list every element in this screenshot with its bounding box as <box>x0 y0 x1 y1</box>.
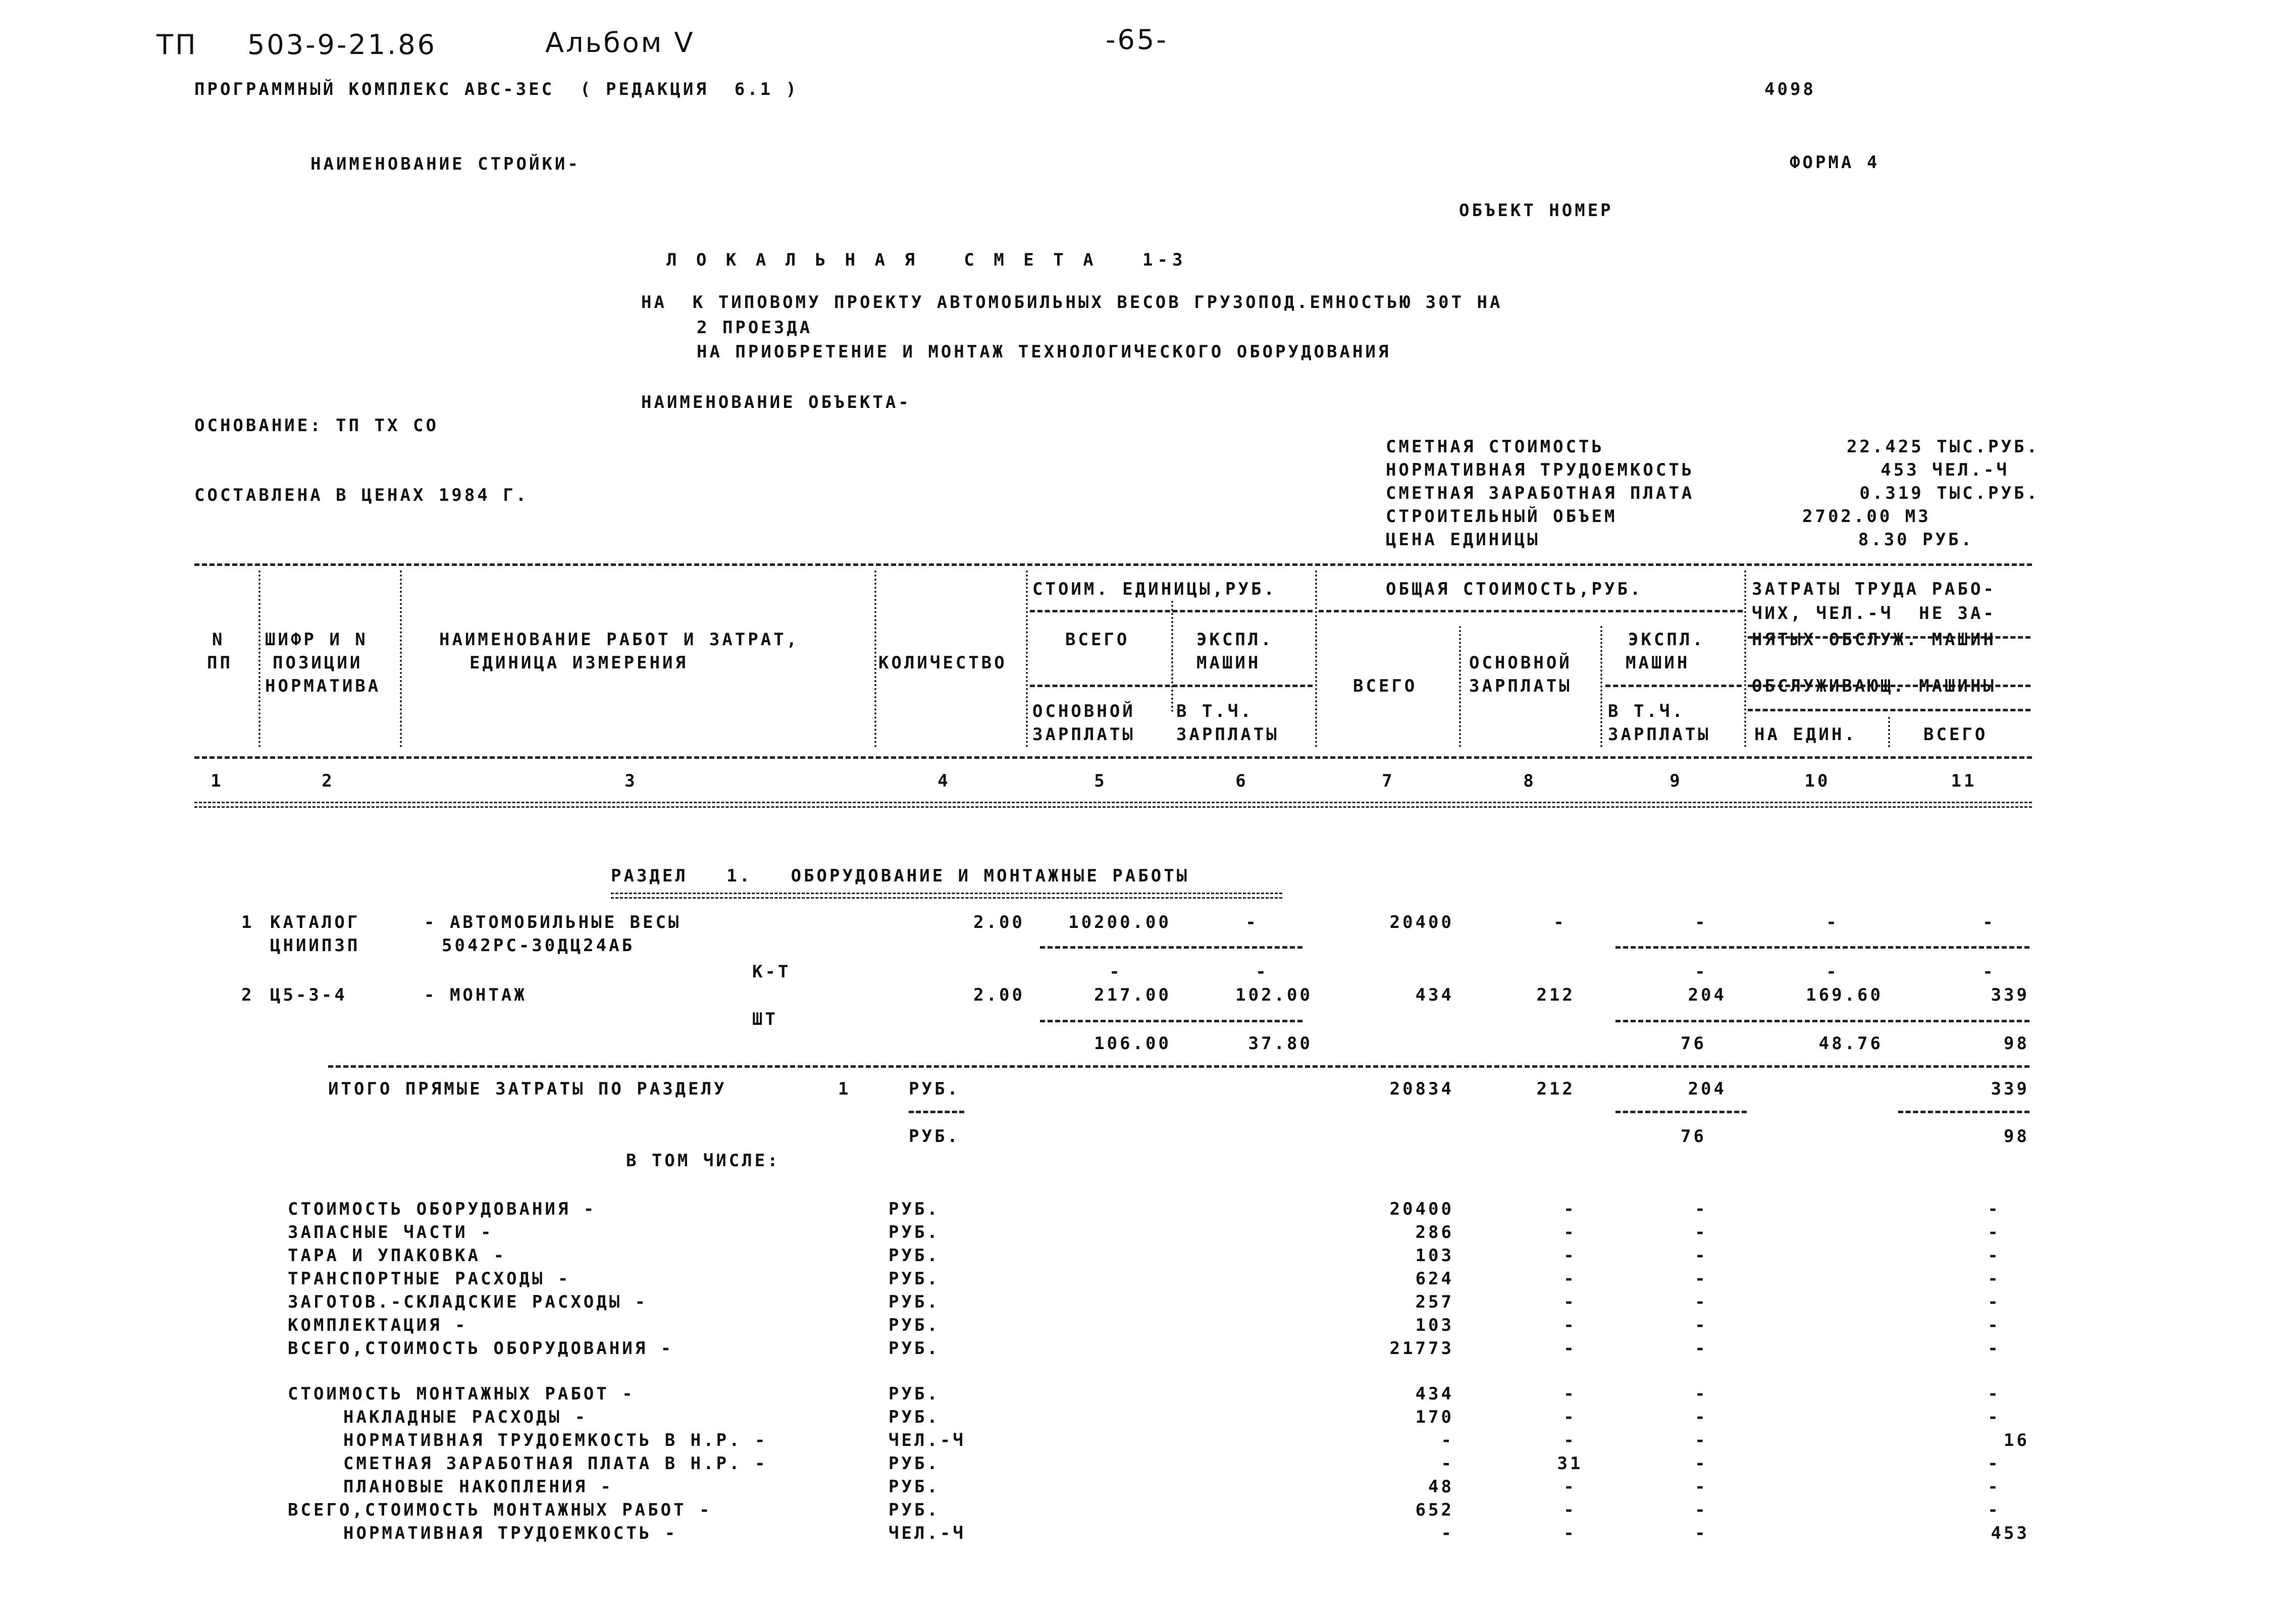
breakdown-total: 103 <box>1415 1315 1454 1335</box>
col-header-qty: КОЛИЧЕСТВО <box>878 653 1007 673</box>
including-label: В ТОМ ЧИСЛЕ: <box>626 1151 780 1171</box>
subtitle-line-3: НА ПРИОБРЕТЕНИЕ И МОНТАЖ ТЕХНОЛОГИЧЕСКОГО ОБОРУДОВАНИЯ <box>697 342 1391 362</box>
breakdown-labor: - <box>1988 1384 2001 1404</box>
col-header-n: ПП <box>207 653 233 673</box>
breakdown-total: 434 <box>1415 1384 1454 1404</box>
breakdown-unit: РУБ. <box>889 1407 940 1427</box>
col-header-unit-cost: СТОИМ. ЕДИНИЦЫ,РУБ. <box>1032 579 1277 599</box>
breakdown-wages: - <box>1563 1245 1577 1266</box>
breakdown-label: НОРМАТИВНАЯ ТРУДОЕМКОСТЬ - <box>343 1523 678 1543</box>
breakdown-label: ТАРА И УПАКОВКА - <box>288 1245 506 1266</box>
breakdown-unit: РУБ. <box>889 1245 940 1266</box>
section-total-label: ИТОГО ПРЯМЫЕ ЗАТРАТЫ ПО РАЗДЕЛУ <box>328 1079 727 1099</box>
row-wages: - <box>1553 912 1567 932</box>
section-total-labor-b: 98 <box>2004 1126 2029 1147</box>
row-subrule <box>1615 946 2029 949</box>
row-unit-cost: 10200.00 <box>1068 912 1171 932</box>
breakdown-labor: - <box>1988 1338 2001 1359</box>
breakdown-machines: - <box>1695 1245 1708 1266</box>
object-number-label: ОБЪЕКТ НОМЕР <box>1459 200 1613 221</box>
col-header-labor: ЧИХ, ЧЕЛ.-Ч НЕ ЗА- <box>1752 603 1996 624</box>
row-subrule <box>1615 1020 2029 1022</box>
breakdown-total: 21773 <box>1389 1338 1454 1359</box>
row-unit-wages: 106.00 <box>1094 1033 1171 1054</box>
section-total-unit: РУБ. <box>909 1079 960 1099</box>
breakdown-unit: ЧЕЛ.-Ч <box>889 1430 966 1450</box>
building-label: НАИМЕНОВАНИЕ СТРОЙКИ- <box>310 154 581 174</box>
row-dash: - <box>1256 962 1269 982</box>
breakdown-label: ВСЕГО,СТОИМОСТЬ ОБОРУДОВАНИЯ - <box>288 1338 674 1359</box>
row-code: ЦНИИПЗП <box>270 936 360 956</box>
object-name-label: НАИМЕНОВАНИЕ ОБЪЕКТА- <box>641 392 911 412</box>
breakdown-label: СТОИМОСТЬ ОБОРУДОВАНИЯ - <box>288 1199 597 1219</box>
breakdown-wages: - <box>1563 1523 1577 1543</box>
breakdown-total: - <box>1441 1430 1454 1450</box>
breakdown-machines: - <box>1695 1430 1708 1450</box>
summary-value: 0.319 ТЫС.РУБ. <box>1859 483 2040 503</box>
breakdown-wages: - <box>1563 1222 1577 1242</box>
row-unit-cost: 217.00 <box>1094 985 1171 1005</box>
breakdown-machines: - <box>1695 1500 1708 1520</box>
row-machines: - <box>1695 912 1708 932</box>
breakdown-wages: - <box>1563 1199 1577 1219</box>
breakdown-total: 170 <box>1415 1407 1454 1427</box>
row-labor-unit: - <box>1826 912 1839 932</box>
numbers-bottom-rule <box>194 802 2032 808</box>
col-header-c9: ЭКСПЛ. <box>1628 630 1705 650</box>
row-machines: 204 <box>1688 985 1727 1005</box>
column-separator <box>1744 570 1746 747</box>
breakdown-unit: РУБ. <box>889 1292 940 1312</box>
breakdown-labor: 16 <box>2004 1430 2029 1450</box>
row-code: Ц5-3-4 <box>270 985 347 1005</box>
program-line: ПРОГРАММНЫЙ КОМПЛЕКС АВС-3ЕС ( РЕДАКЦИЯ 6.1 ) <box>194 79 799 99</box>
breakdown-machines: - <box>1695 1315 1708 1335</box>
summary-label: НОРМАТИВНАЯ ТРУДОЕМКОСТЬ <box>1386 460 1695 480</box>
breakdown-label: ВСЕГО,СТОИМОСТЬ МОНТАЖНЫХ РАБОТ - <box>288 1500 712 1520</box>
column-separator <box>400 570 402 747</box>
breakdown-labor: - <box>1988 1500 2001 1520</box>
row-qty: 2.00 <box>973 985 1025 1005</box>
col-header-code: ШИФР И N <box>265 630 368 650</box>
album-label: Альбом V <box>545 27 695 59</box>
col-header-c7: ВСЕГО <box>1353 676 1418 696</box>
row-number: 2 <box>241 985 254 1005</box>
row-labor-total-b: 98 <box>2004 1033 2029 1054</box>
row-dash: - <box>1695 962 1708 982</box>
section-total-number: 1 <box>838 1079 851 1099</box>
breakdown-wages: - <box>1563 1430 1577 1450</box>
breakdown-label: ЗАГОТОВ.-СКЛАДСКИЕ РАСХОДЫ - <box>288 1292 648 1312</box>
row-subrule <box>1040 1020 1302 1022</box>
total-subrule <box>909 1111 964 1113</box>
breakdown-unit: РУБ. <box>889 1199 940 1219</box>
row-unit: ШТ <box>752 1009 778 1029</box>
row-machine-cost: - <box>1245 912 1259 932</box>
section-total-machines: 204 <box>1688 1079 1727 1099</box>
section-title: РАЗДЕЛ 1. ОБОРУДОВАНИЕ И МОНТАЖНЫЕ РАБОТЫ <box>611 866 1190 886</box>
breakdown-label: ПЛАНОВЫЕ НАКОПЛЕНИЯ - <box>343 1477 613 1497</box>
breakdown-unit: РУБ. <box>889 1384 940 1404</box>
column-separator <box>1600 626 1602 747</box>
breakdown-machines: - <box>1695 1338 1708 1359</box>
col-header-c9: ЗАРПЛАТЫ <box>1608 724 1711 745</box>
breakdown-labor: - <box>1988 1222 2001 1242</box>
breakdown-wages: - <box>1563 1269 1577 1289</box>
col-header-code: ПОЗИЦИИ <box>273 653 363 673</box>
col-header-c6: ЭКСПЛ. <box>1196 630 1274 650</box>
summary-label: СМЕТНАЯ ЗАРАБОТНАЯ ПЛАТА <box>1386 483 1695 503</box>
breakdown-wages: - <box>1563 1407 1577 1427</box>
breakdown-labor: - <box>1988 1477 2001 1497</box>
breakdown-unit: РУБ. <box>889 1315 940 1335</box>
col-header-c8: ОСНОВНОЙ <box>1469 653 1572 673</box>
breakdown-labor: 453 <box>1991 1523 2029 1543</box>
row-total: 20400 <box>1389 912 1454 932</box>
column-number: 9 <box>1669 771 1683 791</box>
breakdown-total: - <box>1441 1523 1454 1543</box>
summary-value: 2702.00 М3 <box>1802 506 1931 527</box>
row-labor-total: - <box>1982 912 1996 932</box>
col-header-total-cost: ОБЩАЯ СТОИМОСТЬ,РУБ. <box>1386 579 1643 599</box>
col-header-c9: МАШИН <box>1626 653 1690 673</box>
table-top-rule <box>194 563 2032 566</box>
basis-line: ОСНОВАНИЕ: ТП ТХ СО <box>194 416 439 436</box>
page-number: -65- <box>1106 24 1168 56</box>
row-code: КАТАЛОГ <box>270 912 360 932</box>
header-rule <box>1748 709 2030 711</box>
col-header-c10: ОБСЛУЖИВАЮЩ. МАШИНЫ <box>1752 676 1996 696</box>
breakdown-machines: - <box>1695 1384 1708 1404</box>
breakdown-label: НОРМАТИВНАЯ ТРУДОЕМКОСТЬ В Н.Р. - <box>343 1430 768 1450</box>
breakdown-label: ТРАНСПОРТНЫЕ РАСХОДЫ - <box>288 1269 571 1289</box>
breakdown-unit: РУБ. <box>889 1477 940 1497</box>
col-header-name: ЕДИНИЦА ИЗМЕРЕНИЯ <box>469 653 688 673</box>
breakdown-total: 20400 <box>1389 1199 1454 1219</box>
breakdown-label: ЗАПАСНЫЕ ЧАСТИ - <box>288 1222 494 1242</box>
col-header-c10: НА ЕДИН. <box>1754 724 1857 745</box>
row-dash: - <box>1982 962 1996 982</box>
breakdown-machines: - <box>1695 1269 1708 1289</box>
column-number: 6 <box>1235 771 1248 791</box>
breakdown-total: 652 <box>1415 1500 1454 1520</box>
col-header-c11: ВСЕГО <box>1923 724 1988 745</box>
section-total-labor: 339 <box>1991 1079 2029 1099</box>
summary-value: 453 ЧЕЛ.-Ч <box>1881 460 2009 480</box>
breakdown-total: 103 <box>1415 1245 1454 1266</box>
header-rule <box>1030 685 1313 687</box>
row-coef: К-Т <box>752 962 791 982</box>
breakdown-machines: - <box>1695 1523 1708 1543</box>
section-total-unit: РУБ. <box>909 1126 960 1147</box>
row-wages: 212 <box>1536 985 1575 1005</box>
breakdown-unit: РУБ. <box>889 1269 940 1289</box>
row-name: - МОНТАЖ <box>424 985 527 1005</box>
header-rule <box>1319 610 1743 612</box>
breakdown-unit: РУБ. <box>889 1338 940 1359</box>
row-number: 1 <box>241 912 254 932</box>
breakdown-machines: - <box>1695 1222 1708 1242</box>
breakdown-machines: - <box>1695 1199 1708 1219</box>
column-number: 11 <box>1951 771 1977 791</box>
total-top-rule <box>328 1065 2029 1068</box>
column-number: 5 <box>1094 771 1107 791</box>
section-total-sum: 20834 <box>1389 1079 1454 1099</box>
tp-label: ТП <box>156 29 198 61</box>
row-dash: - <box>1109 962 1122 982</box>
breakdown-labor: - <box>1988 1453 2001 1474</box>
col-header-c5: ЗАРПЛАТЫ <box>1032 724 1135 745</box>
breakdown-labor: - <box>1988 1199 2001 1219</box>
breakdown-machines: - <box>1695 1477 1708 1497</box>
breakdown-unit: РУБ. <box>889 1453 940 1474</box>
breakdown-labor: - <box>1988 1407 2001 1427</box>
col-header-c6: МАШИН <box>1196 653 1261 673</box>
column-separator <box>1171 601 1173 712</box>
breakdown-total: 257 <box>1415 1292 1454 1312</box>
breakdown-wages: - <box>1563 1500 1577 1520</box>
column-number: 2 <box>322 771 335 791</box>
column-number: 7 <box>1382 771 1395 791</box>
breakdown-total: 48 <box>1428 1477 1454 1497</box>
row-name: - АВТОМОБИЛЬНЫЕ ВЕСЫ <box>424 912 682 932</box>
column-separator <box>874 570 876 747</box>
summary-label: СТРОИТЕЛЬНЫЙ ОБЪЕМ <box>1386 506 1617 527</box>
breakdown-total: 624 <box>1415 1269 1454 1289</box>
row-labor-unit-b: 48.76 <box>1818 1033 1883 1054</box>
breakdown-labor: - <box>1988 1245 2001 1266</box>
breakdown-wages: - <box>1563 1384 1577 1404</box>
summary-label: ЦЕНА ЕДИНИЦЫ <box>1386 530 1540 550</box>
row-subrule <box>1040 946 1302 949</box>
page-title: Л О К А Л Ь Н А Я С М Е Т А 1-3 <box>666 250 1187 270</box>
col-header-name: НАИМЕНОВАНИЕ РАБОТ И ЗАТРАТ, <box>439 630 800 650</box>
total-subrule <box>1898 1111 2029 1113</box>
header-rule <box>1030 610 1313 612</box>
subtitle-line-2: 2 ПРОЕЗДА <box>697 318 813 338</box>
breakdown-wages: - <box>1563 1292 1577 1312</box>
doc-number: 4098 <box>1764 79 1816 99</box>
breakdown-machines: - <box>1695 1407 1708 1427</box>
breakdown-total: - <box>1441 1453 1454 1474</box>
breakdown-labor: - <box>1988 1292 2001 1312</box>
breakdown-wages: 31 <box>1557 1453 1583 1474</box>
column-separator <box>1459 626 1461 747</box>
project-code: 503-9-21.86 <box>247 29 437 61</box>
section-total-machines-wages: 76 <box>1681 1126 1706 1147</box>
column-separator <box>258 570 260 747</box>
section-title-underline <box>611 893 1282 899</box>
row-labor-total: 339 <box>1991 985 2029 1005</box>
breakdown-labor: - <box>1988 1269 2001 1289</box>
breakdown-label: СТОИМОСТЬ МОНТАЖНЫХ РАБОТ - <box>288 1384 635 1404</box>
col-header-c8: ЗАРПЛАТЫ <box>1469 676 1572 696</box>
column-number: 3 <box>624 771 638 791</box>
numbers-top-rule <box>194 756 2032 759</box>
col-header-code: НОРМАТИВА <box>265 676 381 696</box>
row-dash: - <box>1826 962 1839 982</box>
total-subrule <box>1615 1111 1747 1113</box>
row-total: 434 <box>1415 985 1454 1005</box>
column-separator <box>1888 717 1890 747</box>
col-header-labor: НЯТЫХ ОБСЛУЖ. МАШИН <box>1752 630 1996 650</box>
breakdown-unit: ЧЕЛ.-Ч <box>889 1523 966 1543</box>
summary-value: 22.425 ТЫС.РУБ. <box>1846 437 2040 457</box>
column-number: 1 <box>211 771 224 791</box>
breakdown-machines: - <box>1695 1453 1708 1474</box>
summary-label: СМЕТНАЯ СТОИМОСТЬ <box>1386 437 1604 457</box>
column-number: 4 <box>937 771 951 791</box>
col-header-n: N <box>212 630 225 650</box>
row-machine-wages: 37.80 <box>1248 1033 1313 1054</box>
breakdown-wages: - <box>1563 1315 1577 1335</box>
breakdown-total: 286 <box>1415 1222 1454 1242</box>
column-number: 8 <box>1523 771 1536 791</box>
column-separator <box>1315 570 1317 747</box>
breakdown-unit: РУБ. <box>889 1222 940 1242</box>
summary-value: 8.30 РУБ. <box>1858 530 1974 550</box>
col-header-c5: ВСЕГО <box>1065 630 1130 650</box>
prices-line: СОСТАВЛЕНА В ЦЕНАХ 1984 Г. <box>194 485 529 505</box>
row-qty: 2.00 <box>973 912 1025 932</box>
col-header-c6: В Т.Ч. <box>1176 701 1254 721</box>
col-header-c6: ЗАРПЛАТЫ <box>1176 724 1279 745</box>
breakdown-unit: РУБ. <box>889 1500 940 1520</box>
row-machines-wages: 76 <box>1681 1033 1706 1054</box>
breakdown-labor: - <box>1988 1315 2001 1335</box>
breakdown-wages: - <box>1563 1477 1577 1497</box>
breakdown-label: КОМПЛЕКТАЦИЯ - <box>288 1315 468 1335</box>
col-header-c9: В Т.Ч. <box>1608 701 1685 721</box>
col-header-c5: ОСНОВНОЙ <box>1032 701 1135 721</box>
column-number: 10 <box>1804 771 1831 791</box>
row-name: 5042РС-30ДЦ24АБ <box>442 936 635 956</box>
header-rule <box>1605 685 1742 687</box>
column-separator <box>1026 570 1028 747</box>
breakdown-label: НАКЛАДНЫЕ РАСХОДЫ - <box>343 1407 588 1427</box>
breakdown-label: СМЕТНАЯ ЗАРАБОТНАЯ ПЛАТА В Н.Р. - <box>343 1453 768 1474</box>
section-total-wages: 212 <box>1536 1079 1575 1099</box>
col-header-labor: ЗАТРАТЫ ТРУДА РАБО- <box>1752 579 1996 599</box>
breakdown-machines: - <box>1695 1292 1708 1312</box>
subtitle-line-1: НА К ТИПОВОМУ ПРОЕКТУ АВТОМОБИЛЬНЫХ ВЕСОВ ГРУЗОПОД.ЕМНОСТЬЮ 30Т НА <box>641 292 1503 313</box>
breakdown-wages: - <box>1563 1338 1577 1359</box>
row-labor-unit: 169.60 <box>1806 985 1883 1005</box>
row-machine-cost: 102.00 <box>1235 985 1313 1005</box>
form-label: ФОРМА 4 <box>1790 152 1880 173</box>
